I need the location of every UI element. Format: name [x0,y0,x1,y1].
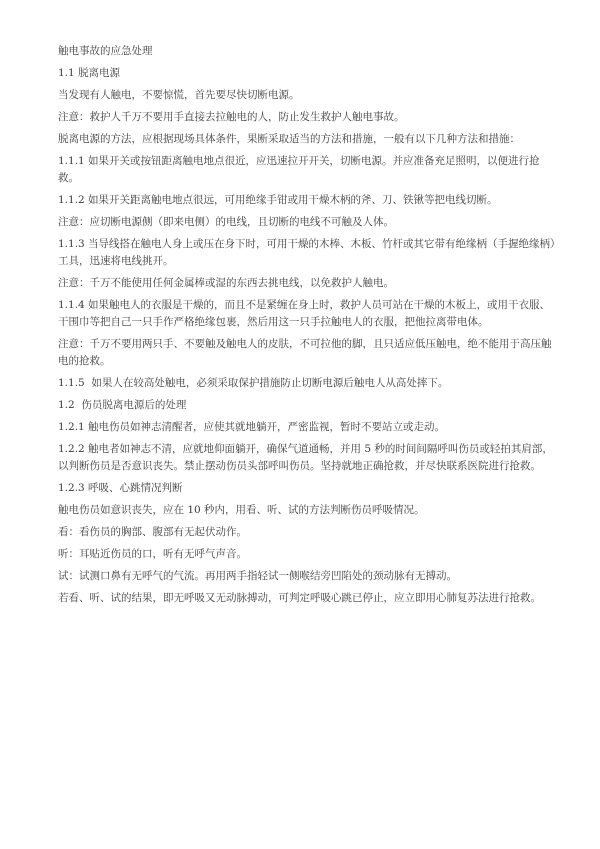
item-1-2-3: 1.2.3 呼吸、心跳情况判断 [58,482,183,495]
paragraph-listen: 听：耳贴近伤员的口，听有无呼气声音。 [58,548,247,561]
paragraph: 当发现有人触电，不要惊慌，首先要尽快切断电源。 [58,88,300,101]
document-body [58,43,558,612]
item-1-1-1: 1.1.1 如果开关或按钮距离触电地点很近，应迅速拉开开关，切断电源。并应准备充足照明，以便进行抢救。 [58,154,540,185]
paragraph-test: 试：试测口鼻有无呼气的气流。再用两手指轻试一侧喉结旁凹陷处的颈动脉有无搏动。 [58,570,457,583]
note-paragraph: 注意：千万不要用两只手、不要触及触电人的皮肤，不可拉他的脚，且只适应低压触电，绝不能用于高压触电的抢救。 [58,338,552,368]
section-heading-1-1: 1.1 脱离电源 [58,66,121,79]
section-heading-1-2: 1.2 伤员脱离电源后的处理 [58,399,187,412]
paragraph: 脱离电源的方法，应根据现场具体条件，果断采取适当的方法和措施，一般有以下几种方法和措施： [58,132,520,145]
note-paragraph: 注意：千万不能使用任何金属棒或湿的东西去挑电线，以免救护人触电。 [58,277,394,290]
item-1-1-5: 1.1.5 如果人在较高处触电，必须采取保护措施防止切断电源后触电人从高处摔下。 [58,377,449,390]
note-paragraph: 注意：救护人千万不要用手直接去拉触电的人，防止发生救护人触电事故。 [58,110,405,123]
item-1-1-3: 1.1.3 当导线搭在触电人身上或压在身下时，可用干燥的木棒、木板、竹杆或其它带有绝缘柄（手握绝缘柄）工具，迅速将电线挑开。 [58,237,556,268]
document-title: 触电事故的应急处理 [58,45,153,57]
item-1-2-1: 1.2.1 触电伤员如神志清醒者，应使其就地躺开，严密监视，暂时不要站立或走动。 [58,421,446,434]
item-1-1-4: 1.1.4 如果触电人的衣服是干燥的，而且不是紧缠在身上时，救护人员可站在干燥的木板上，或用干衣服、干围巾等把自己一只手作严格绝缘包裹，然后用这一只手拉触电人的衣服，把他拉离带电体。 [58,299,551,329]
item-1-1-2: 1.1.2 如果开关距离触电地点很远，可用绝缘手钳或用干燥木柄的斧、刀、铁锹等把电线切断。 [58,194,498,206]
item-1-2-2: 1.2.2 触电者如神志不清，应就地仰面躺开，确保气道通畅，并用 5 秒的时间间隔呼叫伤员或轻拍其肩部，以判断伤员是否意识丧失。禁止摆动伤员头部呼叫伤员。坚持就地正确抢救，并尽快联系医院进行抢救。 [58,443,553,473]
note-paragraph: 注意：应切断电源侧（即来电侧）的电线，且切断的电线不可触及人体。 [58,215,394,228]
paragraph: 触电伤员如意识丧失，应在 10 秒内，用看、听、试的方法判断伤员呼吸情况。 [58,504,425,517]
paragraph-look: 看：看伤员的胸部、腹部有无起伏动作。 [58,526,247,539]
paragraph-conclusion: 若看、听、试的结果，即无呼吸又无动脉搏动，可判定呼吸心跳已停止，应立即用心肺复苏法进行抢救。 [58,592,541,605]
